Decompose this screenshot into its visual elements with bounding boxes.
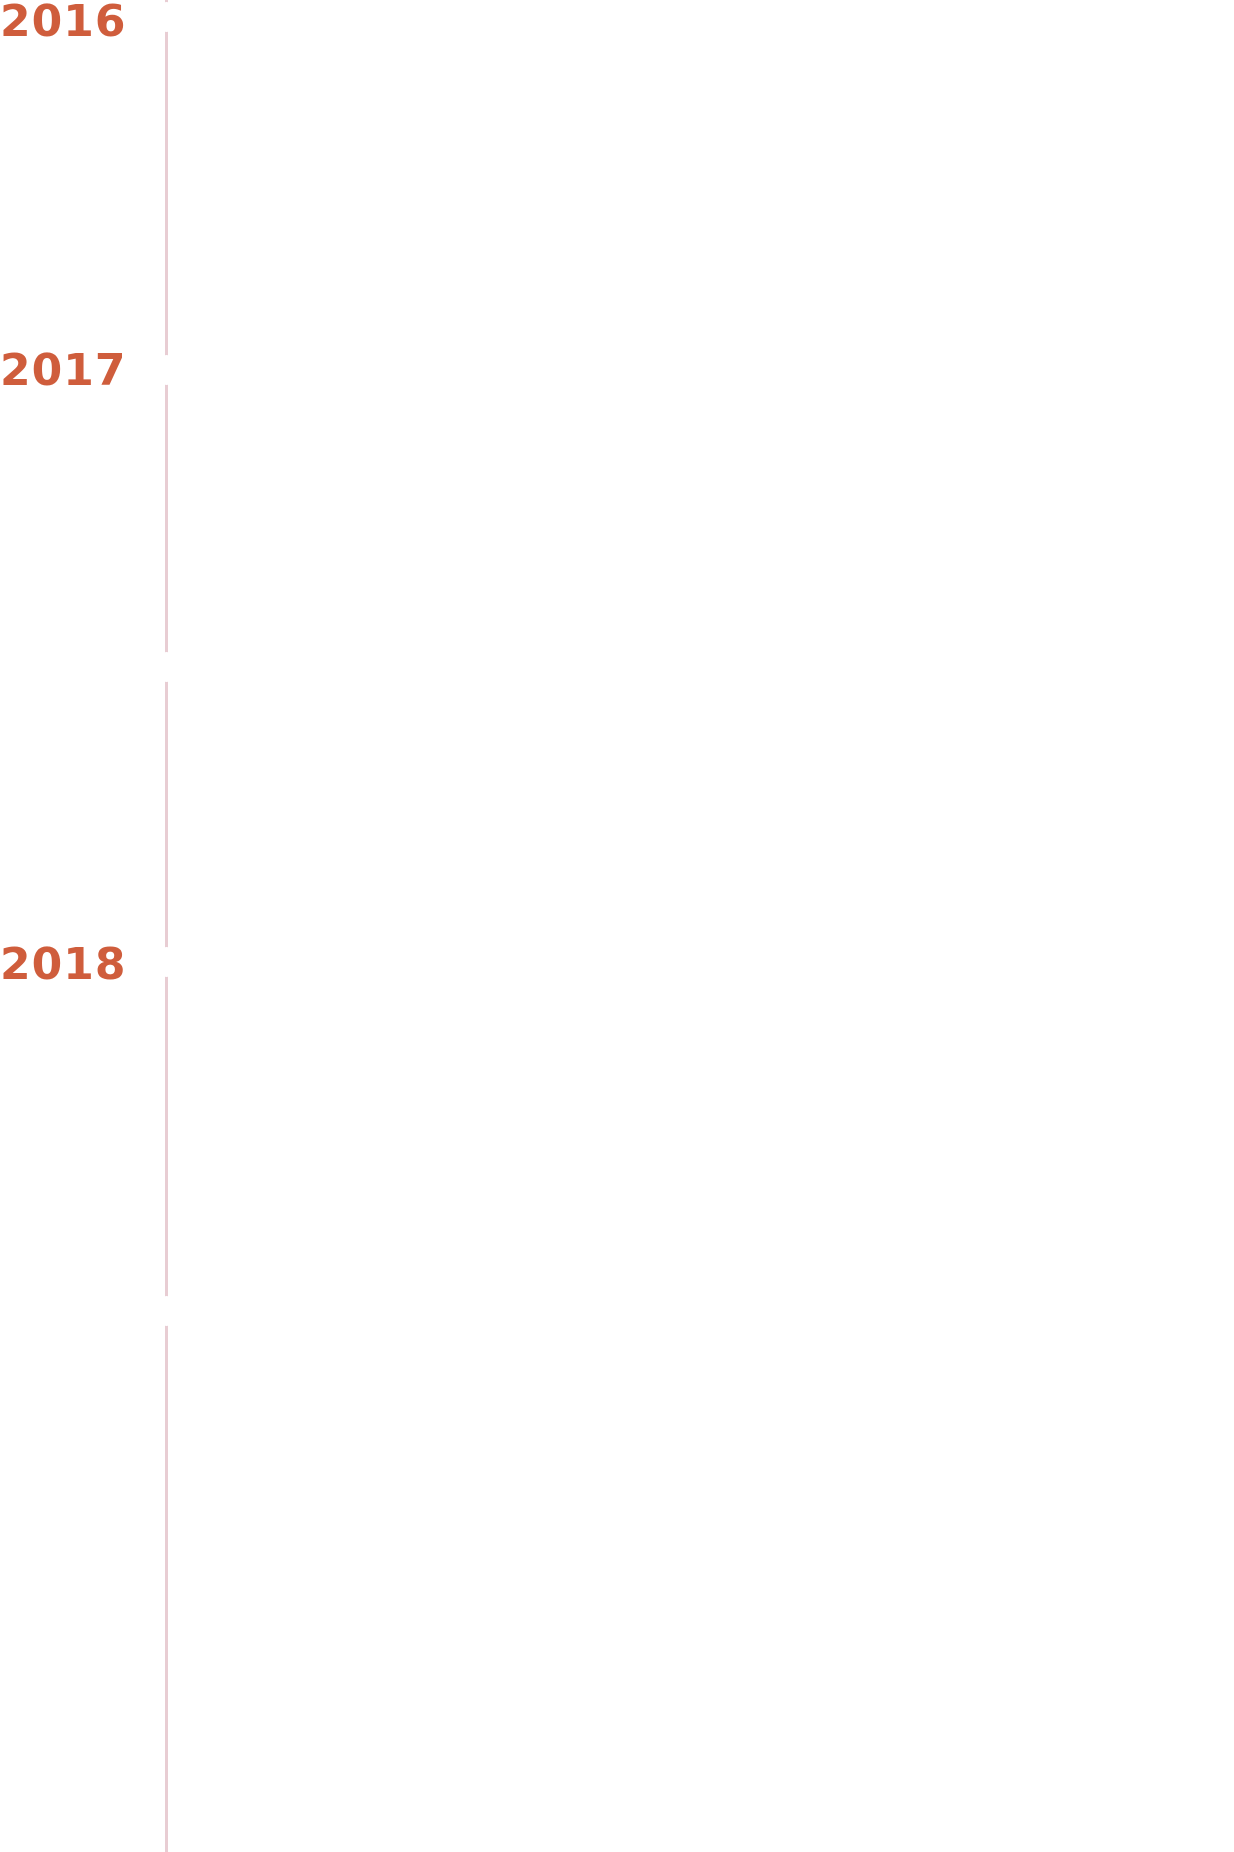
timeline-node — [159, 652, 174, 682]
year-label-2017: 2017 — [0, 345, 127, 396]
timeline-node — [159, 2, 174, 32]
timeline-node — [159, 947, 174, 977]
timeline-node — [159, 1296, 174, 1326]
timeline-node — [159, 355, 174, 385]
year-label-2016: 2016 — [0, 0, 127, 47]
timeline-axis-line — [165, 0, 168, 1852]
year-label-2018: 2018 — [0, 939, 127, 990]
